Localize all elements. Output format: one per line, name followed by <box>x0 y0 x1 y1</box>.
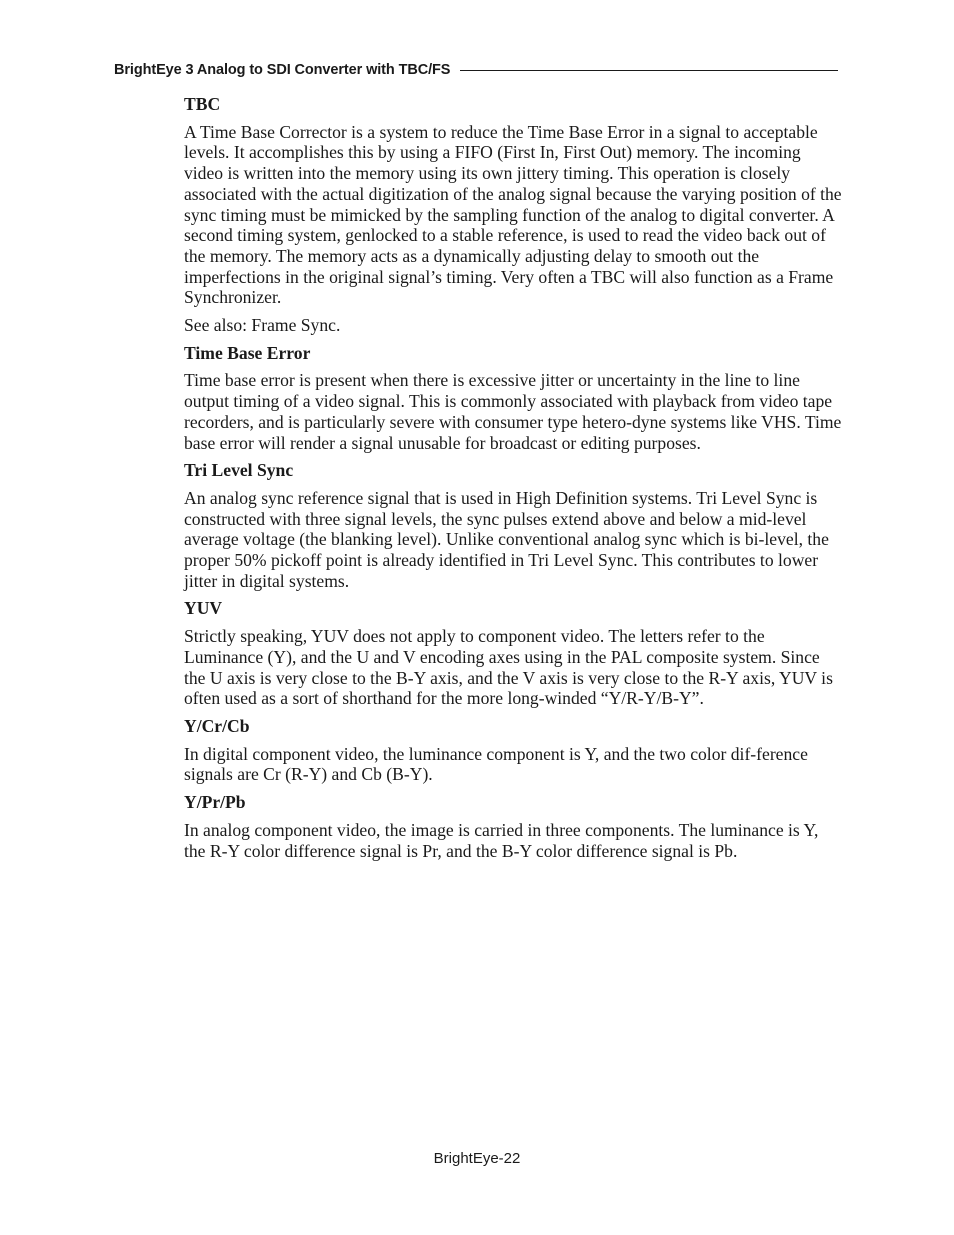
term-heading: Y/Cr/Cb <box>184 715 250 736</box>
header-title: BrightEye 3 Analog to SDI Converter with TBC/FS <box>114 62 451 78</box>
page-number: BrightEye-22 <box>433 1150 521 1167</box>
term-heading: Time Base Error <box>184 342 311 363</box>
term-paragraph: A Time Base Corrector is a system to reduce the Time Base Error in a signal to acceptable levels. It accomplishes this by using a FIFO (First In, First Out) memory. The incoming video is written into the memory using its own jittery timing. This operation is closely associated with the actual digitization of the analog signal because the varying position of the sync timing must be mimicked by the sampling function of the analog to digital converter. A second timing system, genlocked to a stable reference, is used to read the video back out of the memory. The memory acts as a dynamically adjusting delay to smooth out the imperfections in the original signal’s timing. Very often a TBC will also function as a Frame Synchronizer. <box>184 121 842 308</box>
glossary-entry-time-base-error <box>184 343 844 454</box>
term-heading: YUV <box>184 598 223 619</box>
glossary-content <box>184 94 844 868</box>
glossary-entry-tri-level-sync <box>184 460 844 591</box>
term-paragraph: In digital component video, the luminance component is Y, and the two color dif-ference signals are Cr (R-Y) and Cb (B-Y). <box>184 743 808 785</box>
page-header <box>114 62 838 78</box>
term-paragraph: An analog sync reference signal that is used in High Definition systems. Tri Level Sync is constructed with three signal levels, the sync pulses extend above and below a mid-level average voltage (the blanking level). Unlike conventional analog sync which is bi-level, the proper 50% pickoff point is already identified in Tri Level Sync. This contributes to lower jitter in digital systems. <box>184 487 829 591</box>
term-paragraph: Strictly speaking, YUV does not apply to component video. The letters refer to the Luminance (Y), and the U and V encoding axes using in the PAL composite system. Since the U axis is very close to the B-Y axis, and the V axis is very close to the R-Y axis, YUV is often used as a sort of shorthand for the more long-winded “Y/R-Y/B-Y”. <box>184 626 833 709</box>
glossary-entry-yuv <box>184 598 844 709</box>
term-paragraph: Time base error is present when there is excessive jitter or uncertainty in the line to line output timing of a video signal. This is commonly associated with playback from video tape recorders, and is particularly severe with consumer type hetero-dyne systems like VHS. Time base error will render a signal unusable for broadcast or editing purposes. <box>184 370 842 453</box>
glossary-entry-y-cr-cb <box>184 716 844 785</box>
term-heading: Tri Level Sync <box>184 460 294 481</box>
glossary-entry-tbc <box>184 94 844 336</box>
term-heading: Y/Pr/Pb <box>184 792 246 813</box>
term-paragraph: In analog component video, the image is carried in three components. The luminance is Y, the R-Y color difference signal is Pr, and the B-Y color difference signal is Pb. <box>184 819 819 861</box>
term-heading: TBC <box>184 94 221 114</box>
header-rule <box>460 70 838 71</box>
glossary-entry-y-pr-pb <box>184 792 844 861</box>
see-also-paragraph: See also: Frame Sync. <box>184 315 341 336</box>
